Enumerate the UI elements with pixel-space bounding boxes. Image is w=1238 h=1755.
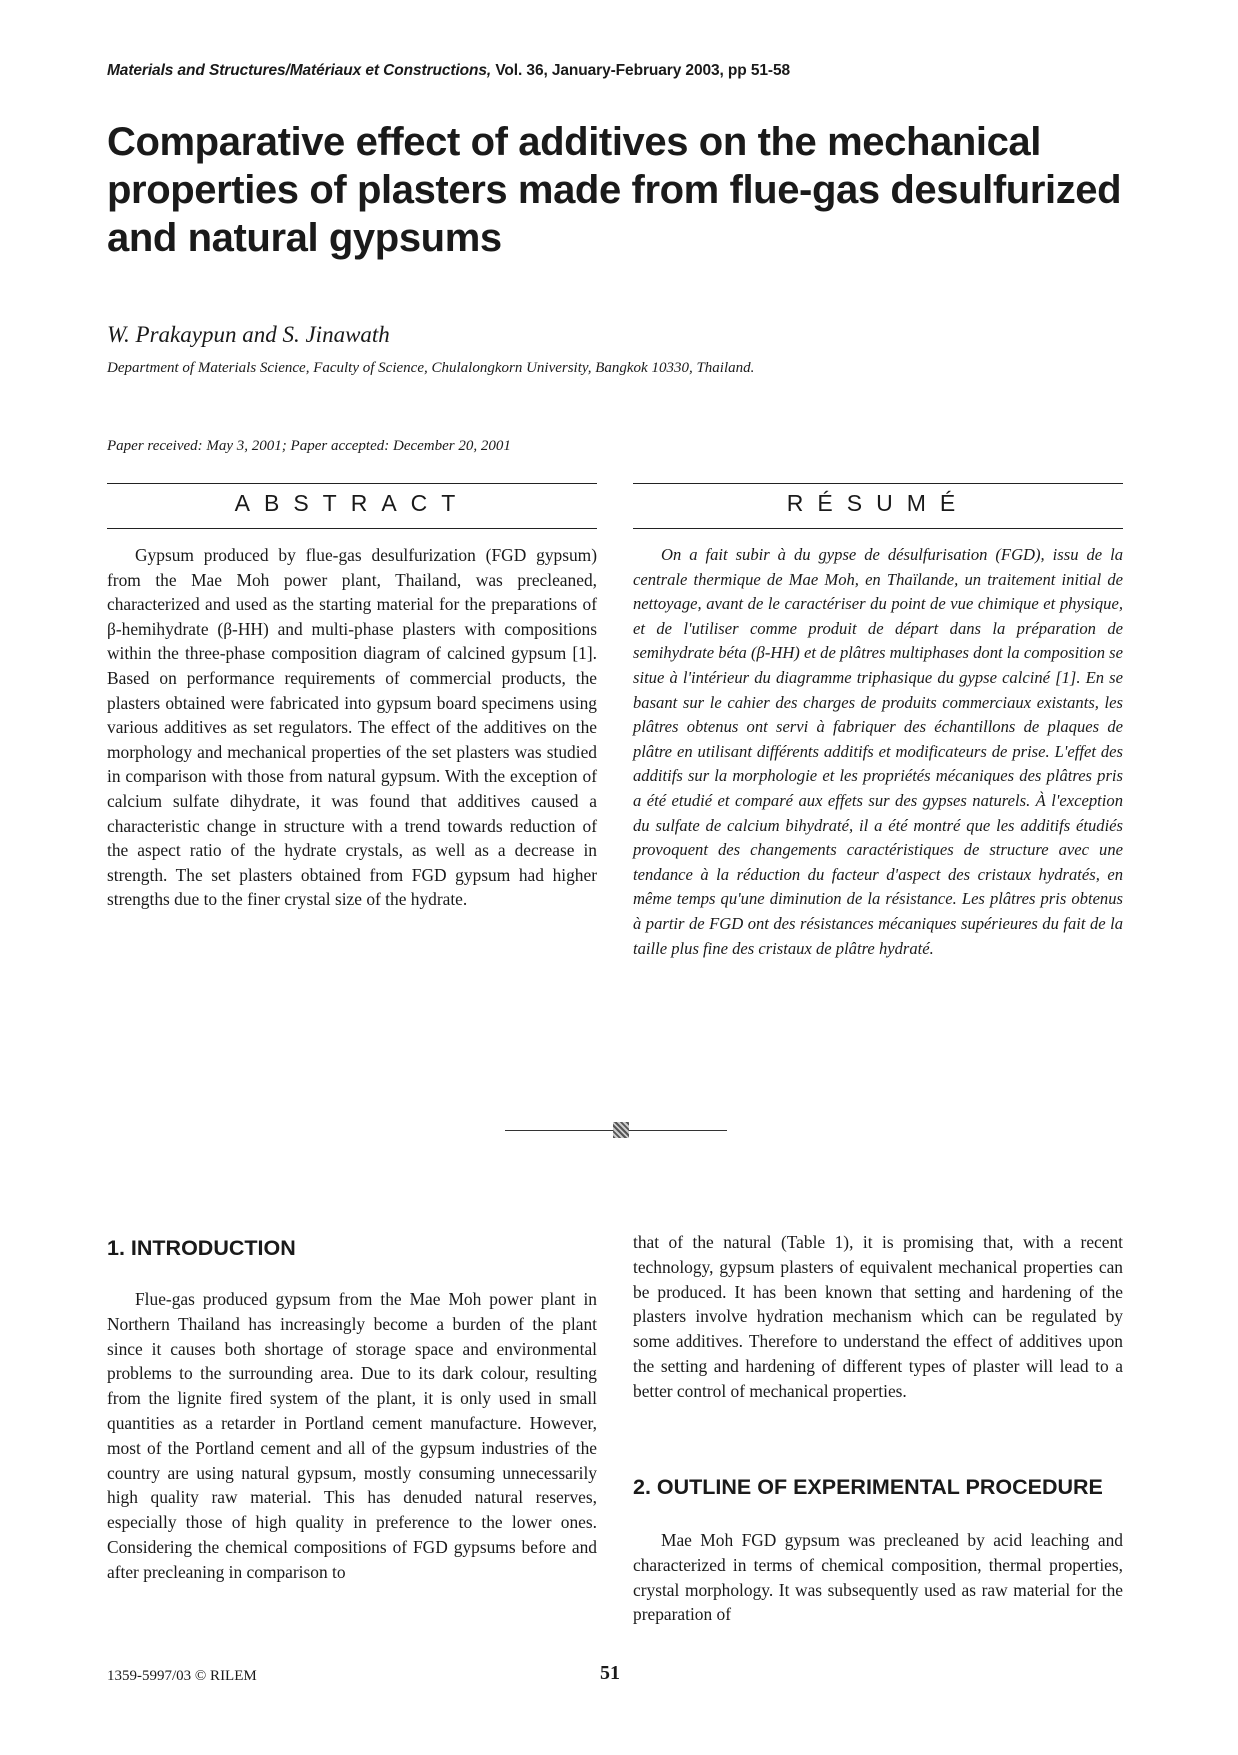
abstract-body — [107, 543, 597, 912]
abstract-rule-bottom — [107, 528, 597, 529]
journal-name: Materials and Structures/Matériaux et Constructions, — [107, 62, 492, 79]
intro-continued — [633, 1230, 1123, 1404]
intro-body — [107, 1287, 597, 1585]
issn-copyright: 1359-5997/03 © RILEM — [107, 1668, 257, 1684]
ornament-line-right — [629, 1130, 727, 1131]
resume-rule-bottom — [633, 528, 1123, 529]
outline-text: Mae Moh FGD gypsum was precleaned by acid leaching and characterized in terms of chemical composition, thermal properties, crystal morphology. It was subsequently used as raw material for the preparation of — [633, 1530, 1123, 1625]
received-dates: Paper received: May 3, 2001; Paper accepted: December 20, 2001 — [107, 438, 511, 454]
paper-title: Comparative effect of additives on the mechanical properties of plasters made from flue-gas desulfurized and natural gypsums — [107, 120, 1122, 260]
abstract-heading: ABSTRACT — [234, 490, 470, 516]
resume-text: On a fait subir à du gypse de désulfurisation (FGD), issu de la centrale thermique de Mae Moh, en Thaïlande, un traitement initial de nettoyage, avant de le caractériser du point de vue chimique et physique, et de l'utiliser comme produit de départ dans la préparation de semihydrate béta (β-HH) et de plâtres multiphases dont la composition se situe à l'intérieur du diagramme triphasique du gypse calciné [1]. En se basant sur le cahier des charges de produits commerciaux existants, les plâtres obtenus ont servi à fabriquer des échantillons de plaques de plâtre en utilisant différents additifs et modificateurs de prise. L'effet des additifs sur la morphologie et les propriétés mécaniques des plâtres pris a été etudié et comparé aux effets sur des gypses naturels. À l'exception du sulfate de calcium bihydraté, il a été montré que les additifs étudiés provoquent des changements caractéristiques de structure avec une tendance à la réduction du facteur d'aspect des cristaux hydratés, en même temps qu'une diminution de la résistance. Les plâtres pris obtenus à partir de FGD ont des résistances mécaniques supérieures du fait de la taille plus fine des cristaux de plâtre hydraté. — [633, 545, 1123, 958]
authors: W. Prakaypun and S. Jinawath — [107, 322, 390, 347]
ornament-line-left — [505, 1130, 613, 1131]
intro-heading: 1. INTRODUCTION — [107, 1236, 296, 1260]
page-number: 51 — [600, 1662, 620, 1684]
outline-heading: 2. OUTLINE OF EXPERIMENTAL PROCEDURE — [633, 1475, 1103, 1499]
outline-body — [633, 1528, 1123, 1627]
intro-text: Flue-gas produced gypsum from the Mae Moh power plant in Northern Thailand has increasingly become a burden of the plant since it causes both shortage of storage space and environmental problems to the surrounding area. Due to its dark colour, resulting from the lignite fired system of the plant, it is only used in small quantities as a retarder in Portland cement manufacture. However, most of the Portland cement and all of the gypsum industries of the country are using natural gypsum, mostly consuming unnecessarily high quality raw material. This has denuded natural reserves, especially those of high quality in preference to the lower ones. Considering the chemical compositions of FGD gypsums before and after precleaning in comparison to — [107, 1289, 597, 1582]
journal-citation — [107, 62, 790, 80]
intro-continued-text: that of the natural (Table 1), it is promising that, with a recent technology, gypsum plasters of equivalent mechanical properties can be produced. It has been known that setting and hardening of the plasters involve hydration mechanism which can be regulated by some additives. Therefore to understand the effect of additives upon the setting and hardening of different types of plaster will lead to a better control of mechanical properties. — [633, 1232, 1123, 1401]
resume-body — [633, 543, 1123, 961]
affiliation: Department of Materials Science, Faculty of Science, Chulalongkorn University, Bangkok 10330, Thailand. — [107, 360, 755, 376]
ornament-icon — [613, 1122, 629, 1138]
abstract-text: Gypsum produced by flue-gas desulfurization (FGD gypsum) from the Mae Moh power plant, Thailand, was precleaned, characterized and used as the starting material for the preparations of β-hemihydrate (β-HH) and multi-phase plasters with compositions within the three-phase composition diagram of calcined gypsum [1]. Based on performance requirements of commercial products, the plasters obtained were fabricated into gypsum board specimens using various additives as set regulators. The effect of the additives on the morphology and mechanical properties of the set plasters was studied in comparison with those from natural gypsum. With the exception of calcium sulfate dihydrate, it was found that additives caused a characteristic change in structure with a trend towards reduction of the aspect ratio of the hydrate crystals, as well as a decrease in strength. The set plasters obtained from FGD gypsum had higher strengths due to the finer crystal size of the hydrate. — [107, 545, 597, 910]
resume-rule-top — [633, 483, 1123, 484]
resume-heading: RÉSUMÉ — [786, 490, 970, 516]
abstract-rule-top — [107, 483, 597, 484]
journal-volume: Vol. 36, January-February 2003, pp 51-58 — [495, 62, 790, 79]
